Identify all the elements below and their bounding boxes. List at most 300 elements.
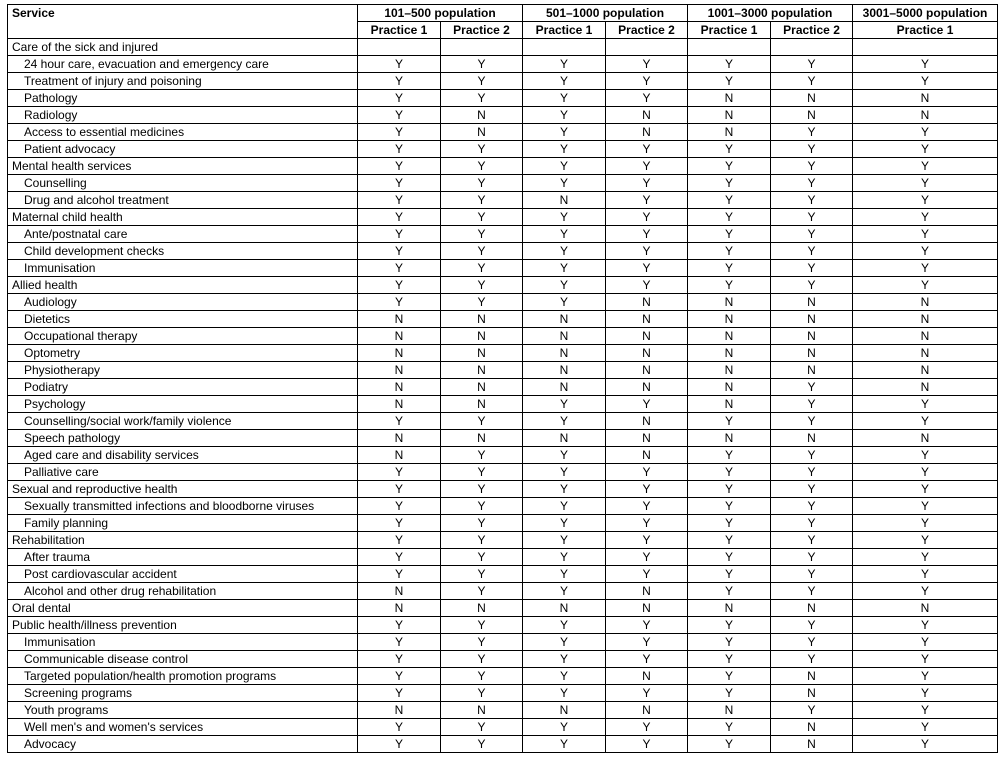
availability-cell: N — [688, 379, 771, 396]
availability-cell: Y — [771, 243, 853, 260]
availability-cell: Y — [853, 736, 998, 753]
availability-cell: Y — [358, 549, 441, 566]
availability-cell: N — [853, 362, 998, 379]
availability-cell: Y — [606, 175, 688, 192]
availability-cell: Y — [358, 685, 441, 702]
availability-cell: Y — [771, 464, 853, 481]
availability-cell: N — [771, 668, 853, 685]
availability-cell: Y — [523, 617, 606, 634]
availability-cell: N — [523, 379, 606, 396]
availability-cell: Y — [441, 192, 523, 209]
availability-cell: N — [853, 379, 998, 396]
availability-cell: Y — [771, 634, 853, 651]
availability-cell: N — [853, 107, 998, 124]
availability-cell: N — [358, 311, 441, 328]
service-item-label: Dietetics — [8, 311, 358, 328]
availability-cell: Y — [523, 209, 606, 226]
availability-cell: Y — [853, 532, 998, 549]
availability-cell: Y — [358, 294, 441, 311]
availability-cell: Y — [771, 260, 853, 277]
availability-cell: N — [358, 345, 441, 362]
table-row — [8, 651, 998, 668]
group-header-row — [8, 5, 998, 22]
availability-cell: Y — [771, 209, 853, 226]
table-row — [8, 158, 998, 175]
availability-cell: Y — [358, 124, 441, 141]
availability-cell: N — [688, 124, 771, 141]
availability-cell: Y — [853, 685, 998, 702]
table-row — [8, 209, 998, 226]
service-item-label: Alcohol and other drug rehabilitation — [8, 583, 358, 600]
availability-cell — [523, 39, 606, 56]
availability-cell: Y — [441, 532, 523, 549]
availability-cell: Y — [853, 141, 998, 158]
availability-cell: N — [358, 583, 441, 600]
availability-cell: N — [523, 345, 606, 362]
availability-cell: Y — [771, 651, 853, 668]
availability-cell: Y — [688, 685, 771, 702]
table-row — [8, 532, 998, 549]
availability-cell: Y — [853, 277, 998, 294]
availability-cell: Y — [441, 413, 523, 430]
table-row — [8, 600, 998, 617]
availability-cell: Y — [358, 736, 441, 753]
availability-cell: N — [688, 107, 771, 124]
availability-cell: Y — [358, 73, 441, 90]
availability-cell: N — [606, 600, 688, 617]
availability-cell: Y — [771, 192, 853, 209]
table-row — [8, 328, 998, 345]
availability-cell: N — [523, 192, 606, 209]
availability-cell: N — [358, 379, 441, 396]
availability-cell: N — [523, 600, 606, 617]
availability-cell: N — [771, 311, 853, 328]
availability-cell: Y — [688, 498, 771, 515]
availability-cell: Y — [853, 413, 998, 430]
availability-cell: Y — [771, 56, 853, 73]
availability-cell: Y — [358, 668, 441, 685]
availability-cell: Y — [606, 56, 688, 73]
availability-cell: Y — [688, 175, 771, 192]
availability-cell: Y — [606, 481, 688, 498]
service-item-label: Optometry — [8, 345, 358, 362]
availability-cell: N — [688, 396, 771, 413]
table-row — [8, 549, 998, 566]
availability-cell: Y — [358, 226, 441, 243]
availability-cell: Y — [688, 532, 771, 549]
availability-cell: Y — [688, 634, 771, 651]
service-category-label: Allied health — [8, 277, 358, 294]
availability-cell: N — [606, 345, 688, 362]
group-header-501-1000: 501–1000 population — [523, 5, 688, 22]
availability-cell: Y — [523, 396, 606, 413]
availability-cell: Y — [606, 566, 688, 583]
service-item-label: 24 hour care, evacuation and emergency care — [8, 56, 358, 73]
availability-cell: Y — [853, 175, 998, 192]
availability-cell: Y — [523, 532, 606, 549]
availability-cell: Y — [606, 73, 688, 90]
table-row — [8, 719, 998, 736]
service-item-label: Radiology — [8, 107, 358, 124]
availability-cell: N — [606, 702, 688, 719]
availability-cell: Y — [606, 719, 688, 736]
availability-cell: Y — [771, 141, 853, 158]
service-item-label: Audiology — [8, 294, 358, 311]
service-category-label: Oral dental — [8, 600, 358, 617]
availability-cell: Y — [358, 209, 441, 226]
availability-cell: Y — [606, 396, 688, 413]
availability-cell: Y — [606, 209, 688, 226]
availability-cell: Y — [523, 634, 606, 651]
table-row — [8, 277, 998, 294]
availability-cell: N — [606, 294, 688, 311]
availability-cell: Y — [606, 90, 688, 107]
availability-cell: Y — [441, 719, 523, 736]
availability-cell: N — [523, 430, 606, 447]
availability-cell — [441, 39, 523, 56]
service-item-label: Patient advocacy — [8, 141, 358, 158]
availability-cell: N — [606, 447, 688, 464]
table-row — [8, 396, 998, 413]
availability-cell: N — [523, 311, 606, 328]
service-item-label: Speech pathology — [8, 430, 358, 447]
availability-cell: Y — [523, 226, 606, 243]
availability-cell: Y — [771, 549, 853, 566]
table-row — [8, 447, 998, 464]
availability-cell: Y — [771, 447, 853, 464]
availability-cell: Y — [853, 498, 998, 515]
availability-cell: Y — [606, 158, 688, 175]
availability-cell: Y — [688, 668, 771, 685]
availability-cell: N — [523, 362, 606, 379]
availability-cell: Y — [441, 73, 523, 90]
availability-cell: Y — [606, 532, 688, 549]
service-column-header: Service — [8, 5, 358, 39]
availability-cell: Y — [853, 549, 998, 566]
availability-cell: N — [771, 90, 853, 107]
availability-cell: Y — [523, 158, 606, 175]
availability-cell: Y — [771, 226, 853, 243]
availability-cell: Y — [358, 634, 441, 651]
availability-cell: Y — [523, 668, 606, 685]
availability-cell: N — [358, 362, 441, 379]
availability-cell: Y — [853, 719, 998, 736]
availability-cell: N — [771, 685, 853, 702]
availability-cell: Y — [606, 634, 688, 651]
availability-cell: Y — [771, 158, 853, 175]
availability-cell: N — [688, 362, 771, 379]
availability-cell: Y — [853, 583, 998, 600]
table-row — [8, 362, 998, 379]
table-row — [8, 56, 998, 73]
table-row — [8, 702, 998, 719]
availability-cell: Y — [853, 226, 998, 243]
group-header-3001-5000: 3001–5000 population — [853, 5, 998, 22]
table-row — [8, 243, 998, 260]
availability-cell: N — [688, 702, 771, 719]
availability-cell: N — [358, 447, 441, 464]
availability-cell: Y — [441, 685, 523, 702]
service-item-label: Occupational therapy — [8, 328, 358, 345]
availability-cell: Y — [771, 702, 853, 719]
availability-cell: Y — [523, 736, 606, 753]
availability-cell: Y — [441, 464, 523, 481]
table-row — [8, 634, 998, 651]
availability-cell: Y — [441, 175, 523, 192]
availability-cell: Y — [441, 226, 523, 243]
availability-cell: Y — [441, 209, 523, 226]
availability-cell: Y — [358, 515, 441, 532]
service-item-label: Family planning — [8, 515, 358, 532]
service-category-label: Public health/illness prevention — [8, 617, 358, 634]
availability-cell: Y — [688, 566, 771, 583]
availability-cell: N — [523, 328, 606, 345]
availability-cell: N — [771, 600, 853, 617]
availability-cell: Y — [771, 481, 853, 498]
table-row — [8, 124, 998, 141]
availability-cell: Y — [523, 447, 606, 464]
availability-cell: Y — [688, 651, 771, 668]
availability-cell: Y — [358, 719, 441, 736]
availability-cell: Y — [771, 583, 853, 600]
availability-cell: Y — [441, 260, 523, 277]
availability-cell: N — [358, 702, 441, 719]
availability-cell: Y — [853, 634, 998, 651]
availability-cell: Y — [606, 192, 688, 209]
availability-cell: Y — [523, 141, 606, 158]
availability-cell: Y — [853, 243, 998, 260]
availability-cell: Y — [606, 141, 688, 158]
availability-cell — [358, 39, 441, 56]
availability-cell: Y — [853, 668, 998, 685]
service-category-label: Sexual and reproductive health — [8, 481, 358, 498]
availability-cell: Y — [358, 277, 441, 294]
availability-cell: Y — [606, 226, 688, 243]
table-row — [8, 413, 998, 430]
table-row — [8, 141, 998, 158]
availability-cell: Y — [771, 617, 853, 634]
availability-cell — [853, 39, 998, 56]
availability-cell: Y — [688, 617, 771, 634]
availability-cell: Y — [853, 651, 998, 668]
service-item-label: Aged care and disability services — [8, 447, 358, 464]
availability-cell: Y — [523, 243, 606, 260]
availability-cell: Y — [358, 413, 441, 430]
availability-cell: Y — [523, 685, 606, 702]
availability-cell: Y — [771, 124, 853, 141]
availability-cell: Y — [441, 549, 523, 566]
availability-cell: N — [688, 294, 771, 311]
availability-cell: Y — [358, 175, 441, 192]
service-item-label: Advocacy — [8, 736, 358, 753]
availability-cell: Y — [771, 532, 853, 549]
availability-cell: Y — [523, 294, 606, 311]
service-item-label: Access to essential medicines — [8, 124, 358, 141]
availability-cell: N — [853, 294, 998, 311]
availability-cell: Y — [441, 515, 523, 532]
availability-cell: Y — [523, 651, 606, 668]
availability-cell: Y — [688, 158, 771, 175]
availability-cell: Y — [853, 192, 998, 209]
service-item-label: Targeted population/health promotion programs — [8, 668, 358, 685]
availability-cell: Y — [853, 209, 998, 226]
availability-cell: Y — [358, 481, 441, 498]
availability-cell: Y — [853, 515, 998, 532]
group-header-1001-3000: 1001–3000 population — [688, 5, 853, 22]
availability-cell: N — [771, 328, 853, 345]
table-row — [8, 73, 998, 90]
availability-cell: N — [358, 430, 441, 447]
availability-cell: Y — [358, 498, 441, 515]
availability-cell: Y — [441, 736, 523, 753]
table-row — [8, 90, 998, 107]
service-item-label: Well men's and women's services — [8, 719, 358, 736]
availability-cell: Y — [523, 481, 606, 498]
availability-cell: N — [606, 379, 688, 396]
availability-cell: N — [523, 702, 606, 719]
availability-cell: Y — [606, 651, 688, 668]
availability-cell: Y — [358, 158, 441, 175]
service-category-label: Care of the sick and injured — [8, 39, 358, 56]
practice-header: Practice 1 — [853, 22, 998, 39]
availability-cell: N — [606, 583, 688, 600]
availability-cell: Y — [358, 243, 441, 260]
availability-cell: Y — [771, 379, 853, 396]
practice-header: Practice 2 — [771, 22, 853, 39]
table-body — [8, 39, 998, 753]
availability-cell: Y — [358, 532, 441, 549]
availability-cell: Y — [853, 56, 998, 73]
availability-cell: Y — [853, 481, 998, 498]
availability-cell: Y — [523, 277, 606, 294]
availability-cell: N — [606, 328, 688, 345]
availability-cell: N — [688, 311, 771, 328]
availability-cell: N — [771, 294, 853, 311]
table-row — [8, 685, 998, 702]
availability-cell: Y — [688, 277, 771, 294]
table-row — [8, 736, 998, 753]
availability-cell: N — [441, 362, 523, 379]
availability-cell: Y — [688, 73, 771, 90]
availability-cell: Y — [441, 447, 523, 464]
table-row — [8, 294, 998, 311]
table-row — [8, 430, 998, 447]
availability-cell: N — [358, 600, 441, 617]
availability-cell: Y — [771, 396, 853, 413]
availability-cell: Y — [688, 719, 771, 736]
availability-cell: Y — [523, 124, 606, 141]
availability-cell: Y — [606, 498, 688, 515]
services-table — [7, 4, 998, 753]
availability-cell: N — [441, 328, 523, 345]
availability-cell: N — [441, 702, 523, 719]
availability-cell: Y — [688, 413, 771, 430]
availability-cell: Y — [771, 413, 853, 430]
practice-header: Practice 2 — [606, 22, 688, 39]
practice-header: Practice 1 — [358, 22, 441, 39]
availability-cell: Y — [358, 566, 441, 583]
availability-cell: Y — [688, 209, 771, 226]
availability-cell: Y — [358, 192, 441, 209]
service-item-label: Ante/postnatal care — [8, 226, 358, 243]
availability-cell: Y — [688, 56, 771, 73]
availability-cell: Y — [853, 617, 998, 634]
availability-cell: N — [688, 345, 771, 362]
availability-cell: Y — [441, 651, 523, 668]
availability-cell: Y — [358, 260, 441, 277]
availability-cell: Y — [688, 736, 771, 753]
availability-cell: Y — [441, 56, 523, 73]
service-item-label: Counselling — [8, 175, 358, 192]
availability-cell: Y — [771, 277, 853, 294]
service-item-label: Post cardiovascular accident — [8, 566, 358, 583]
availability-cell: Y — [606, 277, 688, 294]
availability-cell: Y — [688, 583, 771, 600]
availability-cell: N — [771, 362, 853, 379]
availability-cell: Y — [523, 107, 606, 124]
availability-cell: N — [441, 345, 523, 362]
availability-cell — [688, 39, 771, 56]
availability-cell: Y — [853, 260, 998, 277]
availability-cell: Y — [523, 566, 606, 583]
availability-cell: Y — [441, 141, 523, 158]
table-row — [8, 311, 998, 328]
table-row — [8, 617, 998, 634]
availability-cell: N — [771, 736, 853, 753]
availability-cell: Y — [853, 464, 998, 481]
service-item-label: Immunisation — [8, 634, 358, 651]
availability-cell: Y — [688, 243, 771, 260]
service-category-label: Rehabilitation — [8, 532, 358, 549]
service-item-label: Podiatry — [8, 379, 358, 396]
service-item-label: Palliative care — [8, 464, 358, 481]
availability-cell: Y — [358, 56, 441, 73]
availability-cell: Y — [853, 447, 998, 464]
availability-cell: N — [606, 107, 688, 124]
availability-cell: Y — [523, 549, 606, 566]
availability-cell: Y — [606, 515, 688, 532]
table-row — [8, 192, 998, 209]
availability-cell: N — [358, 396, 441, 413]
service-item-label: Counselling/social work/family violence — [8, 413, 358, 430]
practice-header: Practice 2 — [441, 22, 523, 39]
service-item-label: Communicable disease control — [8, 651, 358, 668]
availability-cell: Y — [358, 464, 441, 481]
availability-cell: N — [853, 311, 998, 328]
availability-cell: N — [853, 328, 998, 345]
service-item-label: Physiotherapy — [8, 362, 358, 379]
availability-cell: Y — [853, 158, 998, 175]
availability-cell: Y — [688, 481, 771, 498]
table-row — [8, 107, 998, 124]
availability-cell: N — [771, 430, 853, 447]
service-item-label: Sexually transmitted infections and bloodborne viruses — [8, 498, 358, 515]
availability-cell: Y — [606, 617, 688, 634]
availability-cell: Y — [523, 464, 606, 481]
availability-cell: N — [606, 668, 688, 685]
availability-cell: Y — [441, 566, 523, 583]
availability-cell: N — [688, 600, 771, 617]
availability-cell: N — [441, 124, 523, 141]
availability-cell: N — [853, 600, 998, 617]
service-category-label: Mental health services — [8, 158, 358, 175]
service-item-label: Screening programs — [8, 685, 358, 702]
availability-cell: Y — [523, 175, 606, 192]
availability-cell: Y — [771, 515, 853, 532]
table-row — [8, 464, 998, 481]
availability-cell: N — [771, 719, 853, 736]
availability-cell: Y — [771, 566, 853, 583]
